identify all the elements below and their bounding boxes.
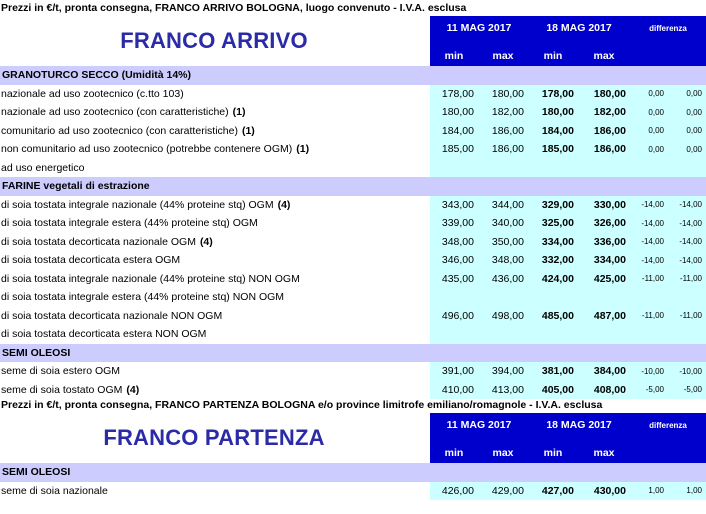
value-cell-5: -14,00	[641, 218, 664, 228]
table-title: FRANCO PARTENZA	[103, 425, 325, 450]
value-cell-1: 180,00	[441, 106, 474, 119]
table-row	[0, 288, 706, 307]
table-row	[0, 325, 706, 344]
row-label	[0, 270, 429, 289]
section-header	[0, 66, 706, 85]
value-cell-6: 0,00	[686, 89, 702, 99]
value-cell-3: 180,00	[541, 106, 574, 119]
value-cell-2: 186,00	[491, 143, 524, 156]
value-cell-6: -10,00	[679, 366, 702, 376]
value-cell-6: 0,00	[686, 126, 702, 136]
value-cell-1: 348,00	[441, 235, 474, 248]
table-row	[0, 196, 706, 215]
table-row	[0, 85, 706, 104]
row-label-text: nazionale ad uso zootecnico (c.tto 103)	[1, 87, 184, 100]
table-row	[0, 159, 706, 178]
table-row	[0, 307, 706, 326]
value-cell-6: 1,00	[686, 486, 702, 496]
row-label-text: comunitario ad uso zootecnico (con caratteristiche)	[1, 124, 238, 137]
value-cell-1: 435,00	[441, 272, 474, 285]
value-cell-1	[430, 325, 478, 344]
table-row	[0, 103, 706, 122]
value-cell-5: -14,00	[641, 255, 664, 265]
row-footnote-ref: (4)	[277, 198, 291, 211]
value-cell-4	[578, 288, 630, 307]
value-cell-5: -5,00	[645, 385, 664, 395]
value-cell-4: 487,00	[593, 309, 626, 322]
row-label	[0, 325, 429, 344]
value-cell-4	[578, 325, 630, 344]
section-header	[0, 177, 706, 196]
minmax-header-3: min	[528, 445, 578, 461]
diff-header: differenza	[630, 16, 706, 40]
value-cell-4: 326,00	[593, 217, 626, 230]
table-row	[0, 362, 706, 381]
row-footnote-ref: (1)	[241, 124, 255, 137]
table-row	[0, 233, 706, 252]
value-cell-6: -14,00	[679, 218, 702, 228]
value-cell-5: 0,00	[648, 89, 664, 99]
value-cell-4: 182,00	[593, 106, 626, 119]
value-cell-6: -5,00	[683, 385, 702, 395]
value-cell-1	[430, 288, 478, 307]
row-label	[0, 251, 429, 270]
value-cell-4: 430,00	[593, 484, 626, 497]
table-row	[0, 270, 706, 289]
minmax-header-4: max	[578, 445, 630, 461]
value-cell-1	[430, 159, 478, 178]
row-label	[0, 288, 429, 307]
value-cell-2: 340,00	[491, 217, 524, 230]
value-cell-3: 178,00	[541, 87, 574, 100]
value-cell-6: -14,00	[679, 200, 702, 210]
value-cell-3: 325,00	[541, 217, 574, 230]
value-cell-2: 413,00	[491, 383, 524, 396]
value-cell-6: -11,00	[679, 311, 702, 321]
minmax-header-4: max	[578, 48, 630, 64]
value-cell-5: 1,00	[648, 486, 664, 496]
value-cell-3	[528, 159, 578, 178]
value-cell-1: 339,00	[441, 217, 474, 230]
value-cell-1: 496,00	[441, 309, 474, 322]
value-cell-2: 436,00	[491, 272, 524, 285]
value-cell-5	[630, 288, 668, 307]
value-cell-1: 178,00	[441, 87, 474, 100]
value-cell-5: -11,00	[641, 274, 664, 284]
diff-header: differenza	[630, 413, 706, 437]
value-cell-2	[478, 288, 528, 307]
row-label	[0, 214, 429, 233]
value-cell-3: 427,00	[541, 484, 574, 497]
table-row	[0, 122, 706, 141]
value-cell-2	[478, 159, 528, 178]
table-note	[0, 0, 706, 16]
row-label	[0, 482, 429, 501]
value-cell-5	[630, 159, 668, 178]
row-label-text: seme di soia tostato OGM	[1, 383, 123, 396]
value-cell-4: 334,00	[593, 254, 626, 267]
value-cell-5: -10,00	[641, 366, 664, 376]
row-label-text: seme di soia nazionale	[1, 484, 108, 497]
value-cell-3: 424,00	[541, 272, 574, 285]
value-cell-4: 408,00	[593, 383, 626, 396]
row-label-text: di soia tostata integrale estera (44% proteine stq) OGM	[1, 217, 258, 230]
row-label-text: di soia tostata decorticata estera OGM	[1, 254, 181, 267]
value-cell-6	[668, 288, 706, 307]
section-header	[0, 344, 706, 363]
value-cell-5: -11,00	[641, 311, 664, 321]
row-label	[0, 233, 429, 252]
value-cell-3: 334,00	[541, 235, 574, 248]
row-label	[0, 196, 429, 215]
row-label	[0, 362, 429, 381]
section-name: SEMI OLEOSI	[2, 466, 71, 479]
row-footnote-ref: (1)	[296, 143, 310, 156]
value-cell-3: 185,00	[541, 143, 574, 156]
value-cell-4: 186,00	[593, 124, 626, 137]
value-cell-2: 429,00	[491, 484, 524, 497]
value-cell-6	[668, 325, 706, 344]
value-cell-6	[668, 159, 706, 178]
table-row	[0, 251, 706, 270]
date-col-1: 11 MAG 2017	[430, 413, 528, 437]
value-cell-5	[630, 325, 668, 344]
table-note-text: Prezzi in €/t, pronta consegna, FRANCO PARTENZA BOLOGNA e/o province limitrofe emiliano/romagnole - I.V.A. esclusa	[1, 399, 603, 411]
minmax-header-1: min	[430, 48, 478, 64]
value-cell-1: 346,00	[441, 254, 474, 267]
value-cell-1: 184,00	[441, 124, 474, 137]
value-cell-3: 381,00	[541, 365, 574, 378]
value-cell-3	[528, 325, 578, 344]
value-cell-4: 330,00	[593, 198, 626, 211]
value-cell-5: 0,00	[648, 126, 664, 136]
value-cell-5: -14,00	[641, 200, 664, 210]
row-label	[0, 307, 429, 326]
value-cell-5: 0,00	[648, 144, 664, 154]
value-cell-2: 498,00	[491, 309, 524, 322]
value-cell-4: 180,00	[593, 87, 626, 100]
value-cell-6: -14,00	[679, 237, 702, 247]
section-name: SEMI OLEOSI	[2, 346, 71, 359]
date-col-1: 11 MAG 2017	[430, 16, 528, 40]
value-cell-4: 336,00	[593, 235, 626, 248]
value-cell-3	[528, 288, 578, 307]
value-cell-4: 425,00	[593, 272, 626, 285]
value-cell-2: 186,00	[491, 124, 524, 137]
value-cell-1: 410,00	[441, 383, 474, 396]
row-label	[0, 122, 429, 141]
value-cell-3: 405,00	[541, 383, 574, 396]
value-cell-6: -11,00	[679, 274, 702, 284]
table-note-text: Prezzi in €/t, pronta consegna, FRANCO ARRIVO BOLOGNA, luogo convenuto - I.V.A. esclusa	[1, 2, 467, 14]
row-label	[0, 85, 429, 104]
row-label-text: di soia tostata integrale nazionale (44% proteine stq) NON OGM	[1, 272, 300, 285]
value-cell-3: 485,00	[541, 309, 574, 322]
minmax-header-2: max	[478, 445, 528, 461]
row-label	[0, 140, 429, 159]
row-label	[0, 103, 429, 122]
value-cell-5: 0,00	[648, 107, 664, 117]
row-label-text: seme di soia estero OGM	[1, 365, 121, 378]
value-cell-2: 182,00	[491, 106, 524, 119]
table-title: FRANCO ARRIVO	[120, 28, 308, 53]
section-name: FARINE vegetali di estrazione	[2, 180, 150, 193]
row-label-text: di soia tostata decorticata nazionale OGM	[1, 235, 196, 248]
row-footnote-ref: (1)	[232, 106, 246, 119]
row-footnote-ref: (4)	[126, 383, 140, 396]
row-label-text: non comunitario ad uso zootecnico (potrebbe contenere OGM)	[1, 143, 293, 156]
value-cell-3: 184,00	[541, 124, 574, 137]
minmax-header-1: min	[430, 445, 478, 461]
value-cell-3: 332,00	[541, 254, 574, 267]
table-row	[0, 214, 706, 233]
row-footnote-ref: (4)	[199, 235, 213, 248]
value-cell-5: -14,00	[641, 237, 664, 247]
value-cell-4	[578, 159, 630, 178]
value-cell-2: 180,00	[491, 87, 524, 100]
table-row	[0, 140, 706, 159]
value-cell-6: -14,00	[679, 255, 702, 265]
value-cell-2: 394,00	[491, 365, 524, 378]
value-cell-3: 329,00	[541, 198, 574, 211]
table-note	[0, 397, 706, 413]
value-cell-1: 185,00	[441, 143, 474, 156]
value-cell-2: 344,00	[491, 198, 524, 211]
value-cell-2: 350,00	[491, 235, 524, 248]
value-cell-6: 0,00	[686, 107, 702, 117]
value-cell-1: 426,00	[441, 484, 474, 497]
table-row	[0, 482, 706, 501]
row-label-text: di soia tostata integrale nazionale (44% proteine stq) OGM	[1, 198, 274, 211]
date-col-2: 18 MAG 2017	[528, 16, 630, 40]
value-cell-4: 384,00	[593, 365, 626, 378]
row-label	[0, 159, 429, 178]
row-label-text: di soia tostata integrale estera (44% proteine stq) NON OGM	[1, 291, 285, 304]
row-label-text: nazionale ad uso zootecnico (con caratteristiche)	[1, 106, 229, 119]
minmax-header-3: min	[528, 48, 578, 64]
minmax-header-2: max	[478, 48, 528, 64]
value-cell-1: 391,00	[441, 365, 474, 378]
value-cell-4: 186,00	[593, 143, 626, 156]
row-label-text: di soia tostata decorticata estera NON OGM	[1, 328, 207, 341]
value-cell-2: 348,00	[491, 254, 524, 267]
value-cell-1: 343,00	[441, 198, 474, 211]
section-name: GRANOTURCO SECCO (Umidità 14%)	[2, 69, 192, 82]
value-cell-6: 0,00	[686, 144, 702, 154]
date-col-2: 18 MAG 2017	[528, 413, 630, 437]
row-label-text: di soia tostata decorticata nazionale NON OGM	[1, 309, 223, 322]
section-header	[0, 463, 706, 482]
value-cell-2	[478, 325, 528, 344]
row-label-text: ad uso energetico	[1, 161, 85, 174]
